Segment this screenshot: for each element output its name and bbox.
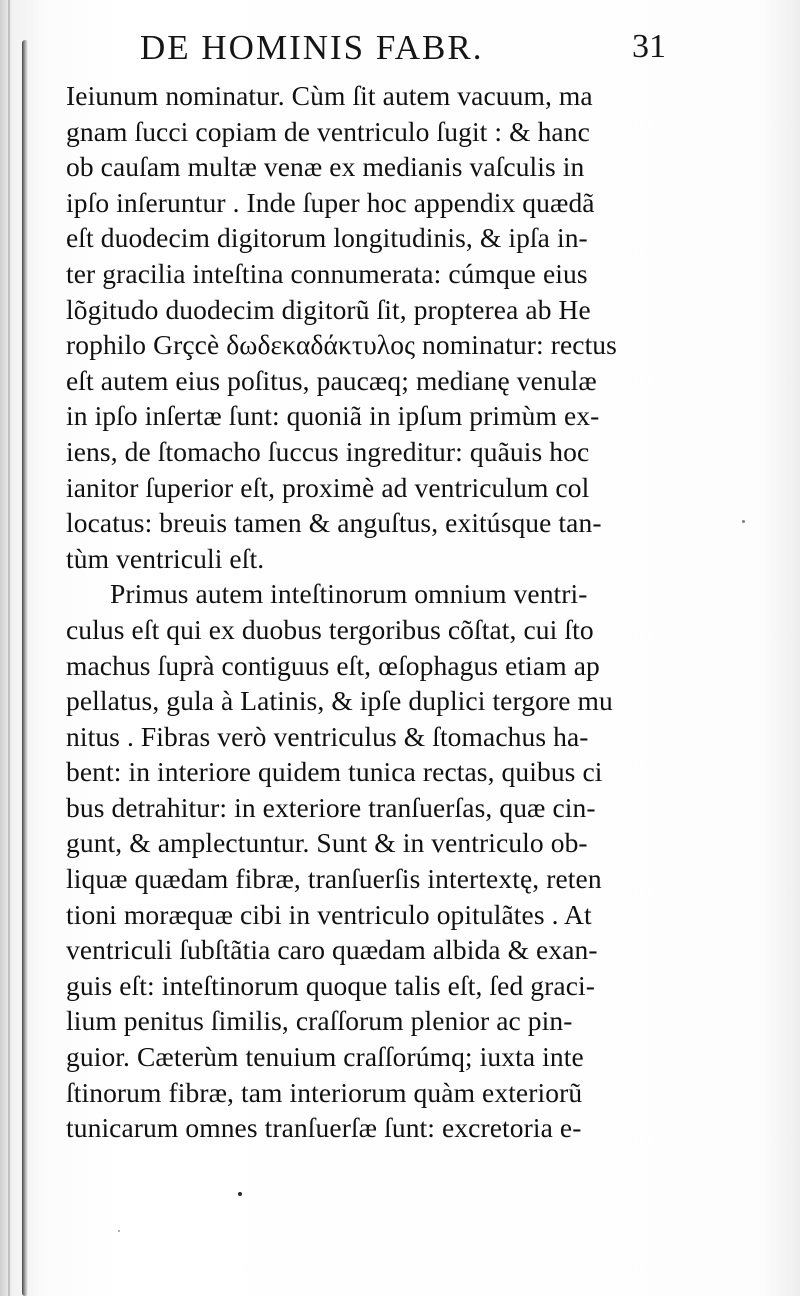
text-line: tioni moræquæ cibi in ventriculo opitulãtes . At [66, 898, 592, 930]
text-line: eſt autem eius poſitus, paucæq; medianę venulæ [66, 364, 597, 396]
text-line: gunt, & amplectuntur. Sunt & in ventriculo ob- [66, 827, 588, 859]
text-line: tùm ventriculi eſt. [66, 542, 265, 574]
text-line: guior. Cæterùm tenuium craſſorúmq; iuxta inte [66, 1041, 584, 1073]
text-line: guis eſt: inteſtinorum quoque talis eſt, ſed graci- [66, 969, 596, 1001]
text-line: eſt duodecim digitorum longitudinis, & ipſa in- [66, 222, 588, 254]
text-line: ob cauſam multæ venæ ex medianis vaſculis in [66, 151, 585, 183]
paper-speck [238, 1192, 242, 1196]
text-line: ter gracilia inteſtina connumerata: cúmque eius [66, 257, 588, 289]
paper-speck [742, 520, 745, 523]
text-line: Ieiunum nominatur. Cùm ſit autem vacuum, ma [66, 80, 593, 111]
text-line: machus ſuprà contiguus eſt, œſophagus etiam ap [66, 649, 600, 681]
page-header [140, 24, 700, 70]
text-line: bent: in interiore quidem tunica rectas, quibus ci [66, 756, 603, 788]
paragraph-first-line: Primus autem inteſtinorum omnium ventri- [110, 578, 588, 610]
running-title: DE HOMINIS FABR. [140, 28, 484, 67]
text-line: iens, de ſtomacho ſuccus ingreditur: quãuis hoc [66, 435, 590, 467]
text-line: ianitor ſuperior eſt, proximè ad ventriculum col [66, 471, 590, 503]
text-line: ſtinorum fibræ, tam interiorum quàm exteriorũ [66, 1076, 583, 1108]
page-edge [8, 0, 10, 1296]
text-line: culus eſt qui ex duobus tergoribus cõſtat, cui ſto [66, 613, 594, 645]
text-line: ipſo inſeruntur . Inde ſuper hoc appendix quædã [66, 186, 595, 218]
text-line: rophilo Grçcè δωδεκαδάκτυλος nominatur: rectus [66, 329, 617, 361]
folio-number: 31 [632, 28, 666, 65]
text-line: nitus . Fibras verò ventriculus & ſtomachus ha- [66, 720, 589, 752]
paper-speck [118, 1230, 120, 1232]
text-line: tunicarum omnes tranſuerſæ ſunt: excretoria e- [66, 1112, 582, 1144]
text-block [66, 78, 706, 1146]
text-line: ventriculi ſubſtãtia caro quædam albida & exan- [66, 934, 598, 966]
text-line: lium penitus ſimilis, craſſorum plenior ac pin- [66, 1005, 573, 1037]
text-line: locatus: breuis tamen & anguſtus, exitúsque tan- [66, 507, 602, 539]
text-line: gnam ſucci copiam de ventriculo ſugit : & hanc [66, 115, 590, 147]
text-line: in ipſo inſertæ ſunt: quoniã in ipſum primùm ex- [66, 400, 600, 432]
text-line: lõgitudo duodecim digitorũ ſit, propterea ab He [66, 293, 591, 325]
text-line: pellatus, gula à Latinis, & ipſe duplici tergore mu [66, 685, 613, 717]
text-line: liquæ quædam fibræ, tranſuerſis intertextę, reten [66, 863, 602, 895]
binding-gutter-line [22, 40, 28, 1296]
text-line: bus detrahitur: in exteriore tranſuerſas, quæ cin- [66, 791, 596, 823]
